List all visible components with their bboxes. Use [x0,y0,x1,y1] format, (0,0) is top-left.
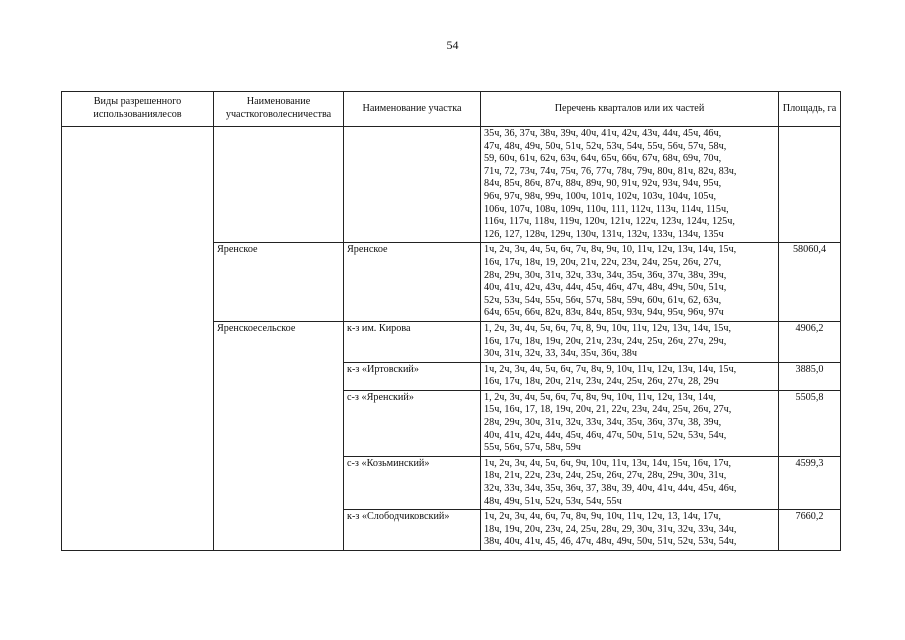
quarters-cell: 1, 2ч, 3ч, 4ч, 5ч, 6ч, 7ч, 8ч, 9ч, 10ч, 11ч, 12ч, 13ч, 14ч, 15ч, 16ч, 17, 18, 19ч, 20ч, 21, 22ч, 23ч, 24ч, 25ч, 26ч, 27ч, 28ч, 29ч, 30ч, 31ч, 32ч, 33ч, 34ч, 35ч, 36ч, 37ч, 38, 39ч, 40ч, 41ч, 42ч, 44ч, 45ч, 46ч, 47ч, 50ч, 51ч, 52ч, 53ч, 54ч, 55ч, 56ч, 57ч, 58ч, 59ч [481,390,779,456]
forestry-cell [214,456,344,509]
usage-type-cell [62,321,214,362]
forest-quarters-table [61,91,841,551]
site-cell: Яренское [344,243,481,322]
usage-type-cell [62,127,214,243]
area-cell: 7660,2 [779,510,841,551]
quarters-cell: 35ч, 36, 37ч, 38ч, 39ч, 40ч, 41ч, 42ч, 43ч, 44ч, 45ч, 46ч, 47ч, 48ч, 49ч, 50ч, 51ч, 52ч, 53ч, 54ч, 55ч, 56ч, 57ч, 58ч, 59, 60ч, 61ч, 62ч, 63ч, 64ч, 65ч, 66ч, 67ч, 68ч, 69ч, 70ч, 71ч, 72, 73ч, 74ч, 75ч, 76, 77ч, 78ч, 79ч, 80ч, 81ч, 82ч, 83ч, 84ч, 85ч, 86ч, 87ч, 88ч, 89ч, 90, 91ч, 92ч, 93ч, 94ч, 95ч, 96ч, 97ч, 98ч, 99ч, 100ч, 101ч, 102ч, 103ч, 104ч, 105ч, 106ч, 107ч, 108ч, 109ч, 110ч, 111, 112ч, 113ч, 114ч, 115ч, 116ч, 117ч, 118ч, 119ч, 120ч, 121ч, 122ч, 123ч, 124ч, 125ч, 126, 127, 128ч, 129ч, 130ч, 131ч, 132ч, 133ч, 134ч, 135ч [481,127,779,243]
forestry-cell [214,127,344,243]
usage-type-cell [62,243,214,322]
usage-type-cell [62,456,214,509]
area-cell [779,127,841,243]
forestry-cell [214,390,344,456]
site-cell: к-з «Слободчиковский» [344,510,481,551]
header-row [62,92,841,127]
header-forestry: Наименование участкоговолесничества [214,92,344,127]
site-cell: к-з им. Кирова [344,321,481,362]
forestry-cell [214,510,344,551]
quarters-cell: 1ч, 2ч, 3ч, 4ч, 5ч, 6ч, 7ч, 8ч, 9, 10ч, 11ч, 12ч, 13ч, 14ч, 15ч, 16ч, 17ч, 18ч, 20ч, 21ч, 23ч, 24ч, 25ч, 26ч, 27ч, 28, 29ч [481,362,779,390]
usage-type-cell [62,390,214,456]
site-cell: к-з «Иртовский» [344,362,481,390]
quarters-cell: 1ч, 2ч, 3ч, 4ч, 5ч, 6ч, 7ч, 8ч, 9ч, 10, 11ч, 12ч, 13ч, 14ч, 15ч, 16ч, 17ч, 18ч, 19, 20ч, 21ч, 22ч, 23ч, 24ч, 25ч, 26ч, 27ч, 28ч, 29ч, 30ч, 31ч, 32ч, 33ч, 34ч, 35ч, 36ч, 37ч, 38ч, 39ч, 40ч, 41ч, 42ч, 43ч, 44ч, 45ч, 46ч, 47ч, 48ч, 49ч, 50ч, 51ч, 52ч, 53ч, 54ч, 55ч, 56ч, 57ч, 58ч, 59ч, 60ч, 61ч, 62, 63ч, 64ч, 65ч, 66ч, 82ч, 83ч, 84ч, 85ч, 93ч, 94ч, 95ч, 96ч, 97ч [481,243,779,322]
header-usage-type: Виды разрешенного использованиялесов [62,92,214,127]
area-cell: 3885,0 [779,362,841,390]
header-area: Площадь, га [779,92,841,127]
table-row [62,390,841,456]
header-quarters: Перечень кварталов или их частей [481,92,779,127]
forestry-cell: Яренскоесельское [214,321,344,362]
forestry-cell [214,362,344,390]
quarters-cell: 1ч, 2ч, 3ч, 4ч, 5ч, 6ч, 9ч, 10ч, 11ч, 13ч, 14ч, 15ч, 16ч, 17ч, 18ч, 21ч, 22ч, 23ч, 24ч, 25ч, 26ч, 27ч, 28ч, 29ч, 30ч, 31ч, 32ч, 33ч, 34ч, 35ч, 36ч, 37, 38ч, 39, 40ч, 41ч, 44ч, 45ч, 46ч, 48ч, 49ч, 51ч, 52ч, 53ч, 54ч, 55ч [481,456,779,509]
forestry-cell: Яренское [214,243,344,322]
site-cell: с-з «Яренский» [344,390,481,456]
table-row [62,243,841,322]
page-number: 54 [446,38,459,52]
site-cell: с-з «Козьминский» [344,456,481,509]
table-row [62,510,841,551]
site-cell [344,127,481,243]
table-row [62,321,841,362]
table-row [62,127,841,243]
area-cell: 58060,4 [779,243,841,322]
area-cell: 5505,8 [779,390,841,456]
area-cell: 4599,3 [779,456,841,509]
usage-type-cell [62,362,214,390]
header-site: Наименование участка [344,92,481,127]
quarters-cell: 1ч, 2ч, 3ч, 4ч, 6ч, 7ч, 8ч, 9ч, 10ч, 11ч, 12ч, 13, 14ч, 17ч, 18ч, 19ч, 20ч, 23ч, 24, 25ч, 28ч, 29, 30ч, 31ч, 32ч, 33ч, 34ч, 38ч, 40ч, 41ч, 45, 46, 47ч, 48ч, 49ч, 50ч, 51ч, 52ч, 53ч, 54ч, [481,510,779,551]
area-cell: 4906,2 [779,321,841,362]
table-row [62,456,841,509]
table-row [62,362,841,390]
quarters-cell: 1, 2ч, 3ч, 4ч, 5ч, 6ч, 7ч, 8, 9ч, 10ч, 11ч, 12ч, 13ч, 14ч, 15ч, 16ч, 17ч, 18ч, 19ч, 20ч, 21ч, 23ч, 24ч, 25ч, 26ч, 27ч, 29ч, 30ч, 31ч, 32ч, 33, 34ч, 35ч, 36ч, 38ч [481,321,779,362]
usage-type-cell [62,510,214,551]
